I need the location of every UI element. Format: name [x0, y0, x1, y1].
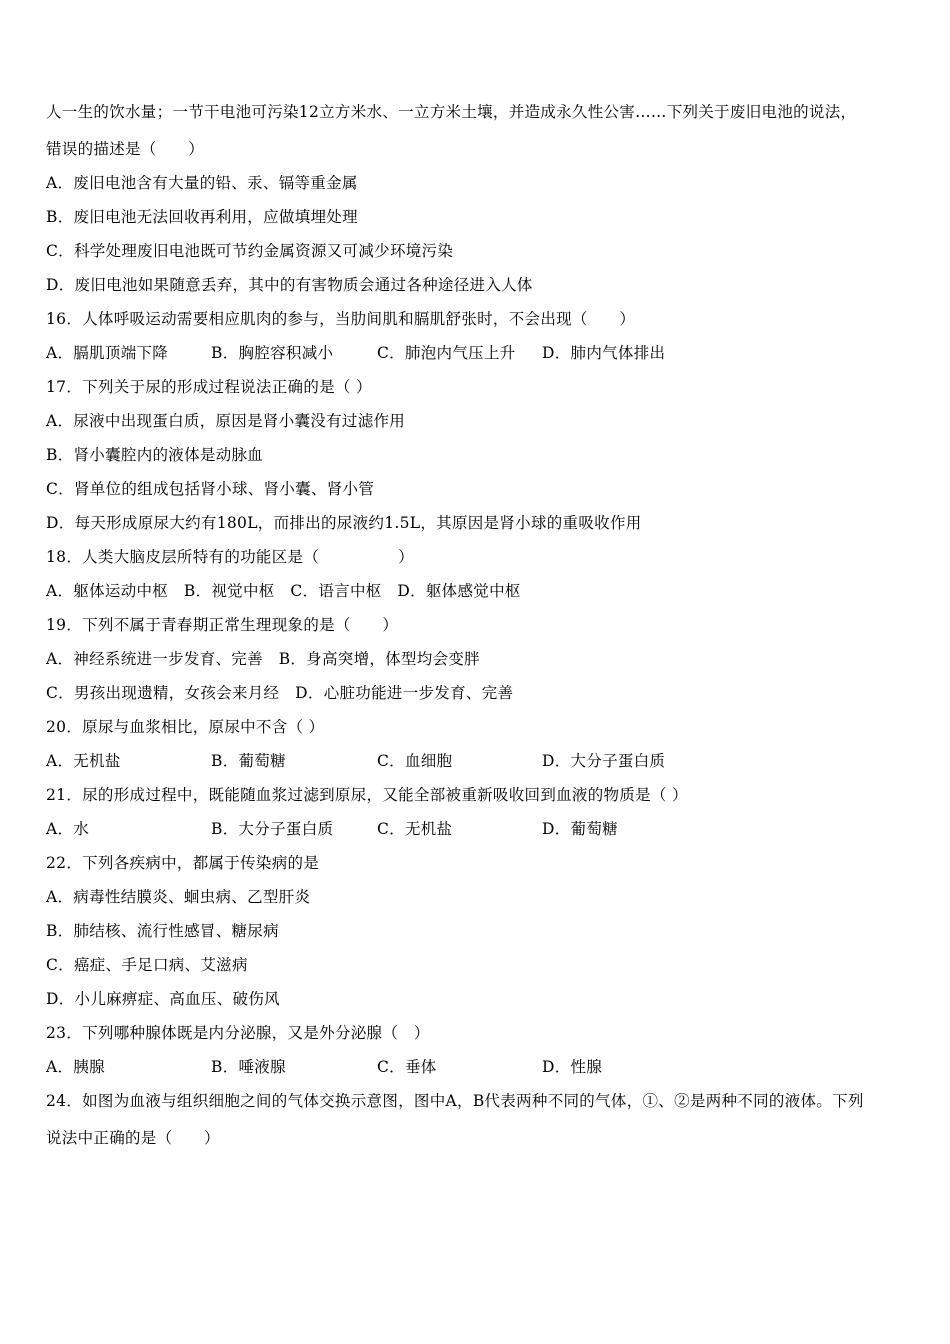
q16-stem: 16．人体呼吸运动需要相应肌肉的参与，当肋间肌和膈肌舒张时，不会出现（ ）: [46, 310, 636, 328]
q15-option-c: C．科学处理废旧电池既可节约金属资源又可减少环境污染: [46, 242, 454, 260]
q21-option-a: A．水: [46, 820, 90, 838]
q22-option-a: A．病毒性结膜炎、蛔虫病、乙型肝炎: [46, 888, 311, 906]
q23-option-d: D．性腺: [542, 1058, 603, 1076]
q17-stem: 17．下列关于尿的形成过程说法正确的是（ ）: [46, 378, 372, 396]
q21-option-b: B．大分子蛋白质: [211, 820, 334, 838]
q15-stem-line2: 错误的描述是（ ）: [46, 140, 205, 158]
q16-option-c: C．肺泡内气压上升: [377, 344, 516, 362]
q15-option-a: A．废旧电池含有大量的铅、汞、镉等重金属: [46, 174, 358, 192]
q20-option-c: C．血细胞: [377, 752, 453, 770]
q23-stem: 23．下列哪种腺体既是内分泌腺，又是外分泌腺（ ）: [46, 1024, 430, 1042]
q20-option-a: A．无机盐: [46, 752, 121, 770]
q18-options: A．躯体运动中枢 B．视觉中枢 C．语言中枢 D．躯体感觉中枢: [46, 582, 521, 600]
q15-option-b: B．废旧电池无法回收再利用，应做填埋处理: [46, 208, 358, 226]
q18-stem: 18．人类大脑皮层所特有的功能区是（ ）: [46, 548, 414, 566]
q22-option-d: D．小儿麻痹症、高血压、破伤风: [46, 990, 280, 1008]
q22-stem: 22．下列各疾病中，都属于传染病的是: [46, 854, 320, 872]
q17-option-c: C．肾单位的组成包括肾小球、肾小囊、肾小管: [46, 480, 375, 498]
q24-stem-line2: 说法中正确的是（ ）: [46, 1129, 220, 1147]
q19-stem: 19．下列不属于青春期正常生理现象的是（ ）: [46, 616, 399, 634]
q23-option-b: B．唾液腺: [211, 1058, 286, 1076]
q17-option-b: B．肾小囊腔内的液体是动脉血: [46, 446, 264, 464]
q17-option-d: D．每天形成原尿大约有180L，而排出的尿液约1.5L，其原因是肾小球的重吸收作用: [46, 514, 642, 532]
q21-stem: 21．尿的形成过程中，既能随血浆过滤到原尿，又能全部被重新吸收回到血液的物质是（ ）: [46, 786, 688, 804]
q24-stem-line1: 24．如图为血液与组织细胞之间的气体交换示意图，图中A，B代表两种不同的气体，①、②是两种不同的液体。下列: [46, 1092, 864, 1110]
q19-options-line2: C．男孩出现遗精，女孩会来月经 D．心脏功能进一步发育、完善: [46, 684, 514, 702]
q16-option-b: B．胸腔容积减小: [211, 344, 334, 362]
q20-option-b: B．葡萄糖: [211, 752, 286, 770]
q23-option-c: C．垂体: [377, 1058, 437, 1076]
q21-option-c: C．无机盐: [377, 820, 453, 838]
q22-option-c: C．癌症、手足口病、艾滋病: [46, 956, 248, 974]
q21-option-d: D．葡萄糖: [542, 820, 618, 838]
q15-stem-line1: 人一生的饮水量；一节干电池可污染12立方米水、一立方米土壤，并造成永久性公害……下列关于废旧电池的说法，: [46, 103, 857, 121]
q20-stem: 20．原尿与血浆相比，原尿中不含（ ）: [46, 718, 325, 736]
q19-options-line1: A．神经系统进一步发育、完善 B．身高突增，体型均会变胖: [46, 650, 480, 668]
q15-option-d: D．废旧电池如果随意丢弃，其中的有害物质会通过各种途径进入人体: [46, 276, 533, 294]
q22-option-b: B．肺结核、流行性感冒、糖尿病: [46, 922, 279, 940]
q16-option-d: D．肺内气体排出: [542, 344, 666, 362]
q16-option-a: A．膈肌顶端下降: [46, 344, 169, 362]
q23-option-a: A．胰腺: [46, 1058, 105, 1076]
q17-option-a: A．尿液中出现蛋白质，原因是肾小囊没有过滤作用: [46, 412, 406, 430]
q20-option-d: D．大分子蛋白质: [542, 752, 666, 770]
